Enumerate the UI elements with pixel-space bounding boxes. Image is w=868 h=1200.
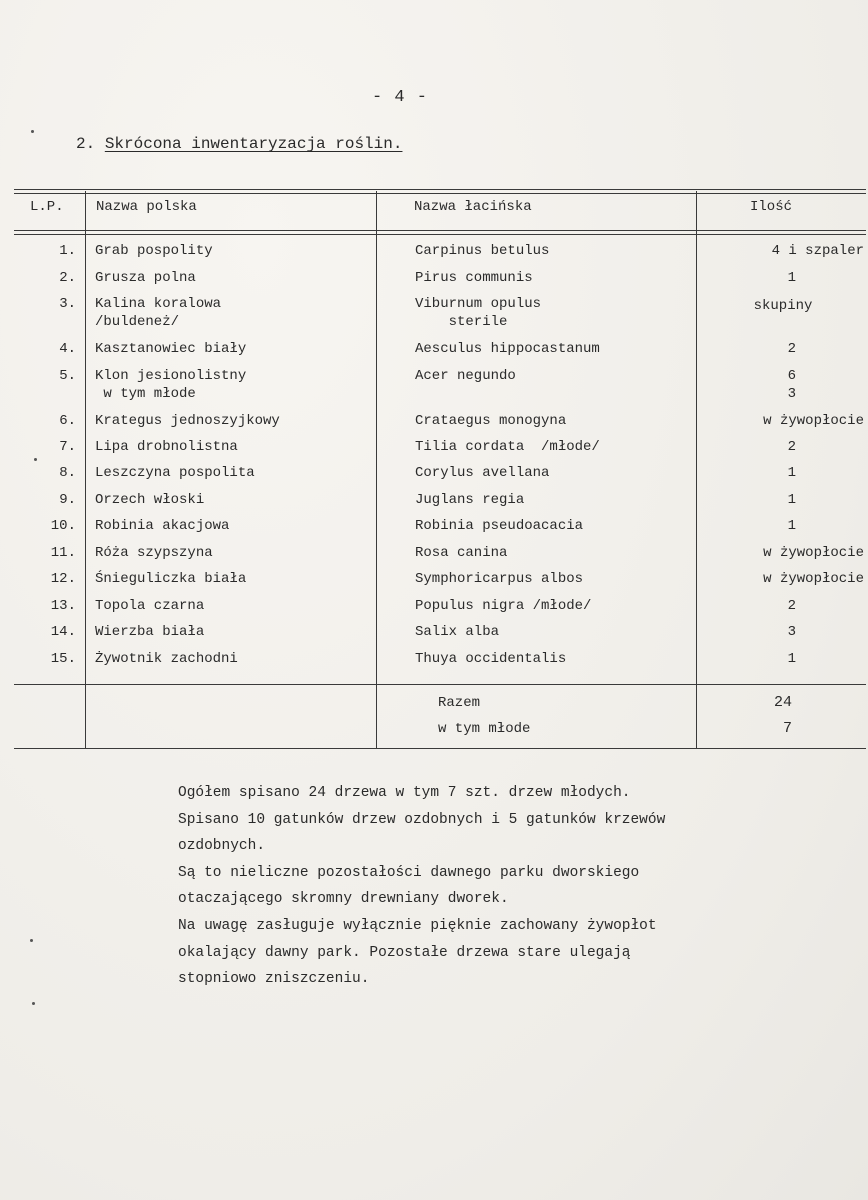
- row-polish-name: Grab pospolity: [95, 243, 213, 259]
- table-body-bottom-border: [14, 684, 866, 685]
- row-lp: 13.: [50, 598, 76, 614]
- row-lp: 3.: [59, 296, 76, 312]
- row-polish-name: Żywotnik zachodni: [95, 651, 238, 667]
- column-divider-2: [376, 191, 377, 749]
- table-header-border: [14, 230, 866, 231]
- row-polish-name: Leszczyna pospolita: [95, 465, 255, 481]
- margin-mark: [34, 458, 37, 461]
- row-polish-name: Kalina koralowa /buldeneż/: [95, 296, 222, 330]
- header-lp: L.P.: [30, 199, 64, 215]
- plant-inventory-table: [14, 189, 866, 751]
- row-latin-name: Symphoricarpus albos: [415, 571, 584, 587]
- row-quantity: 6 3: [787, 368, 796, 402]
- header-quantity: Ilość: [750, 199, 793, 215]
- summary-paragraph: Ogółem spisano 24 drzewa w tym 7 szt. drzew młodych. Spisano 10 gatunków drzew ozdobnych i 5 gatunków krzewów ozdobnych. Są to nieliczne pozostałości dawnego parku dworskiego otaczającego skromny drewniany dworek. Na uwagę zasługuje wyłącznie pięknie zachowany żywopłot okalający dawny park. Pozostałe drzewa stare ulegają stopniowo zniszczeniu.: [178, 785, 666, 988]
- row-lp: 12.: [50, 571, 76, 587]
- row-latin-name: Thuya occidentalis: [415, 651, 567, 667]
- row-lp: 1.: [59, 243, 76, 259]
- margin-mark: [32, 1002, 35, 1005]
- row-polish-name: Robinia akacjowa: [95, 518, 230, 534]
- page-number: - 4 -: [372, 88, 429, 107]
- row-quantity: w żywopłocie: [763, 545, 864, 561]
- row-quantity: 4 i szpaler: [771, 243, 864, 259]
- row-latin-name: Pirus communis: [415, 270, 533, 286]
- table-top-border: [14, 189, 866, 190]
- row-quantity: skupiny: [753, 298, 813, 314]
- section-title: [76, 135, 402, 153]
- row-latin-name: Juglans regia: [415, 492, 525, 508]
- table-bottom-border: [14, 748, 866, 749]
- total-value: 24: [773, 694, 792, 711]
- row-latin-name: Acer negundo: [415, 368, 516, 384]
- row-lp: 5.: [59, 368, 76, 384]
- row-quantity: 1: [787, 465, 796, 481]
- row-polish-name: Śnieguliczka biała: [95, 571, 247, 587]
- row-quantity: 2: [787, 598, 796, 614]
- total-label: Razem: [438, 695, 481, 711]
- row-quantity: 1: [787, 492, 796, 508]
- row-quantity: 3: [787, 624, 796, 640]
- row-polish-name: Róża szypszyna: [95, 545, 213, 561]
- margin-mark: [31, 130, 34, 133]
- row-lp: 4.: [59, 341, 76, 357]
- row-polish-name: Lipa drobnolistna: [95, 439, 238, 455]
- row-lp: 8.: [59, 465, 76, 481]
- section-number: 2.: [76, 135, 96, 153]
- row-latin-name: Tilia cordata /młode/: [415, 439, 600, 455]
- row-latin-name: Carpinus betulus: [415, 243, 550, 259]
- row-lp: 2.: [59, 270, 76, 286]
- row-lp: 10.: [50, 518, 76, 534]
- young-label: w tym młode: [438, 721, 531, 737]
- column-divider-3: [696, 191, 697, 749]
- row-latin-name: Aesculus hippocastanum: [415, 341, 600, 357]
- row-lp: 6.: [59, 413, 76, 429]
- header-polish-name: Nazwa polska: [96, 199, 197, 215]
- row-polish-name: Topola czarna: [95, 598, 205, 614]
- row-latin-name: Viburnum opulus sterile: [415, 296, 542, 330]
- row-latin-name: Corylus avellana: [415, 465, 550, 481]
- row-quantity: 1: [787, 651, 796, 667]
- row-latin-name: Robinia pseudoacacia: [415, 518, 584, 534]
- column-divider-1: [85, 191, 86, 749]
- margin-mark: [30, 939, 33, 942]
- section-title-text: Skrócona inwentaryzacja roślin.: [104, 135, 403, 153]
- row-latin-name: Crataegus monogyna: [415, 413, 567, 429]
- row-latin-name: Populus nigra /młode/: [415, 598, 592, 614]
- row-lp: 15.: [50, 651, 76, 667]
- young-value: 7: [782, 720, 792, 737]
- row-polish-name: Krategus jednoszyjkowy: [95, 413, 280, 429]
- row-polish-name: Grusza polna: [95, 270, 196, 286]
- row-quantity: w żywopłocie: [763, 413, 864, 429]
- row-polish-name: Kasztanowiec biały: [95, 341, 247, 357]
- row-latin-name: Rosa canina: [415, 545, 508, 561]
- row-polish-name: Wierzba biała: [95, 624, 205, 640]
- row-quantity: w żywopłocie: [763, 571, 864, 587]
- row-lp: 14.: [50, 624, 76, 640]
- row-polish-name: Orzech włoski: [95, 492, 205, 508]
- row-quantity: 2: [787, 341, 796, 357]
- row-quantity: 1: [787, 518, 796, 534]
- header-latin-name: Nazwa łacińska: [414, 199, 532, 215]
- row-latin-name: Salix alba: [415, 624, 500, 640]
- row-lp: 11.: [50, 545, 76, 561]
- row-lp: 9.: [59, 492, 76, 508]
- row-polish-name: Klon jesionolistny w tym młode: [95, 368, 247, 402]
- row-quantity: 2: [787, 439, 796, 455]
- row-lp: 7.: [59, 439, 76, 455]
- row-quantity: 1: [787, 270, 796, 286]
